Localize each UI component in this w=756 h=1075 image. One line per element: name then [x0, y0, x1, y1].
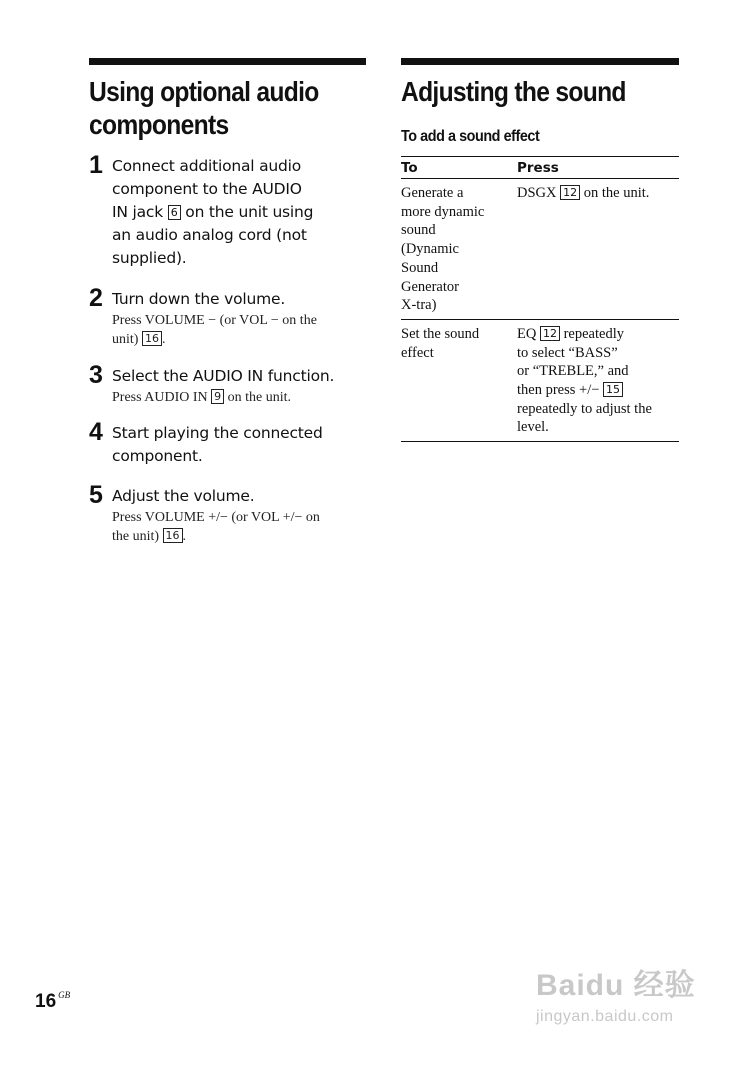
- section-title-adjusting-sound: Adjusting the sound: [401, 76, 626, 107]
- page-number: 16: [35, 991, 57, 1012]
- step-1: [89, 151, 366, 270]
- table-row: [401, 319, 679, 441]
- step-title: Connect additional audio component to the AUDIO IN jack 6 on the unit using an audio analog cord (not supplied).: [112, 157, 314, 267]
- step-5: [89, 481, 366, 546]
- callout-number-box: 6: [168, 205, 181, 220]
- step-number: 4: [89, 418, 103, 446]
- left-column: [89, 58, 366, 546]
- step-3: [89, 361, 366, 407]
- callout-number-box: 15: [603, 382, 623, 397]
- cell-press: EQ 12 repeatedly to select “BASS” or “TREBLE,” and then press +/− 15 repeatedly to adjust the level.: [517, 319, 679, 441]
- step-title: Turn down the volume.: [112, 290, 286, 308]
- callout-number-box: 9: [211, 389, 224, 404]
- watermark-logo: Baidu 经验: [536, 969, 696, 1002]
- step-number: 2: [89, 284, 103, 312]
- step-detail: Press VOLUME +/− (or VOL +/− on the unit) 16 .: [112, 510, 320, 544]
- step-title: Adjust the volume.: [112, 487, 255, 505]
- watermark-url: jingyan.baidu.com: [536, 1008, 674, 1025]
- column-header-to: To: [401, 157, 517, 179]
- table-header-row: [401, 157, 679, 179]
- cell-to: Generate a more dynamic sound (Dynamic Sound Generator X-tra): [401, 179, 517, 320]
- step-detail: Press AUDIO IN 9 on the unit.: [112, 390, 292, 405]
- column-header-press: Press: [517, 157, 679, 179]
- section-rule: [401, 58, 679, 65]
- sound-effect-table: [401, 156, 679, 442]
- step-title: Select the AUDIO IN function.: [112, 367, 335, 385]
- section-title-optional-audio: Using optional audio components: [89, 76, 319, 140]
- callout-number-box: 12: [560, 185, 580, 200]
- step-title: Start playing the connected component.: [112, 424, 323, 465]
- section-rule: [89, 58, 366, 65]
- step-4: [89, 418, 366, 468]
- callout-number-box: 16: [142, 331, 162, 346]
- callout-number-box: 16: [163, 528, 183, 543]
- watermark: [536, 960, 711, 1026]
- cell-to: Set the sound effect: [401, 319, 517, 441]
- step-number: 3: [89, 361, 103, 389]
- step-2: [89, 284, 366, 349]
- page-footer: [35, 990, 70, 1013]
- subsection-title: To add a sound effect: [401, 128, 540, 145]
- step-detail: Press VOLUME − (or VOL − on the unit) 16 .: [112, 313, 317, 347]
- right-column: [401, 58, 679, 442]
- table-row: [401, 179, 679, 320]
- page-suffix: GB: [58, 990, 71, 1000]
- cell-press: DSGX 12 on the unit.: [517, 179, 679, 320]
- step-number: 1: [89, 151, 103, 179]
- callout-number-box: 12: [540, 326, 560, 341]
- step-number: 5: [89, 481, 103, 509]
